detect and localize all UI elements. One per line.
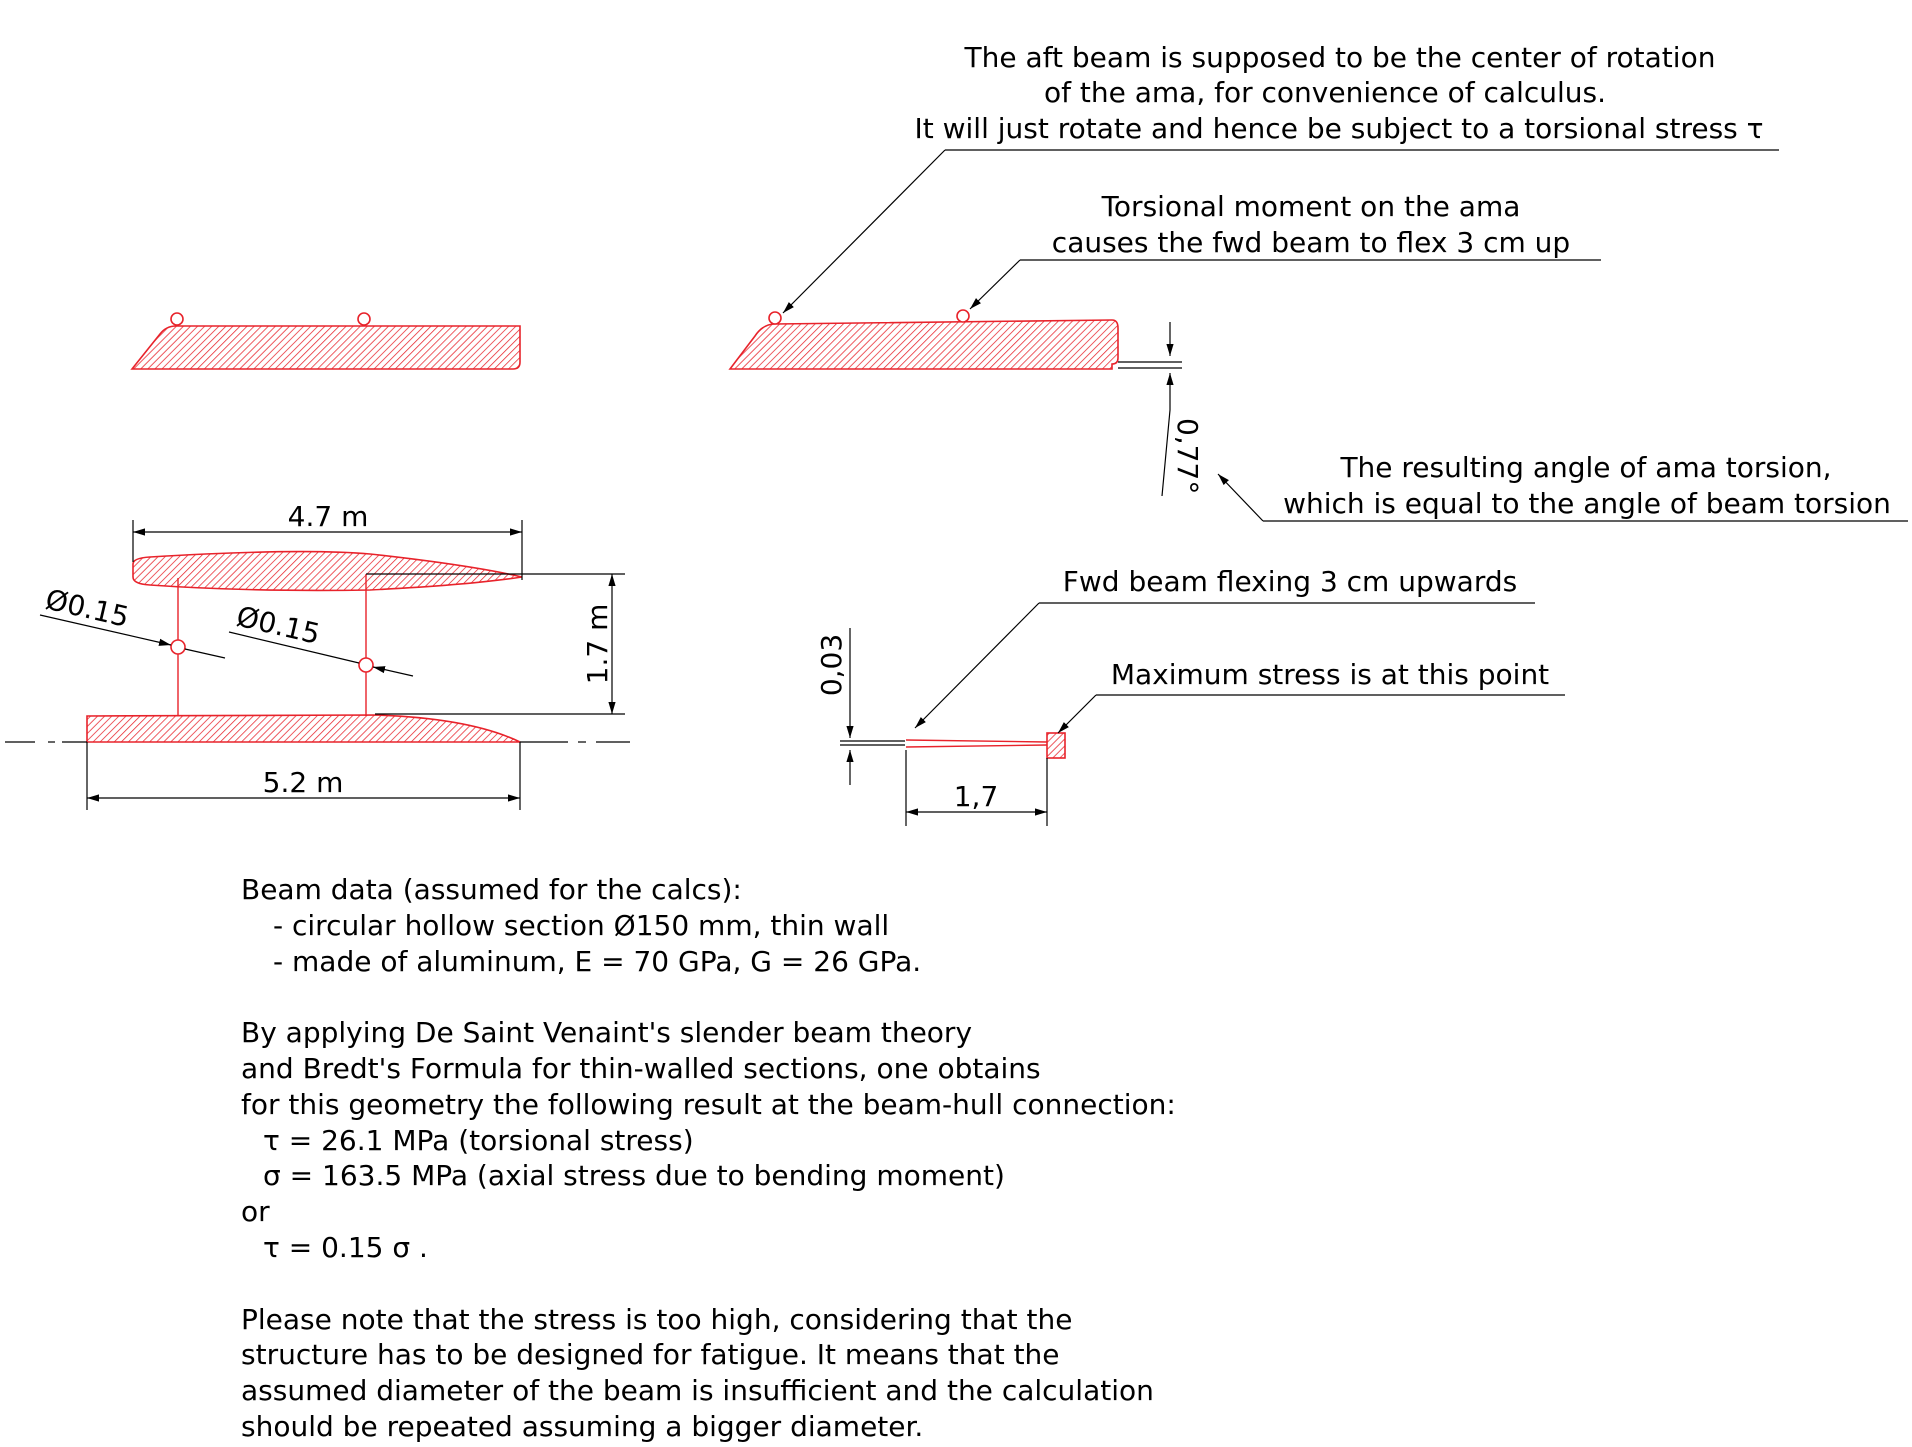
diameter-label-1: Ø0.15 bbox=[42, 582, 133, 634]
conclusion-line-2: structure has to be designed for fatigue. It means that the bbox=[241, 1338, 1060, 1372]
theory-or: or bbox=[241, 1195, 270, 1229]
theory-line-3: for this geometry the following result at the beam-hull connection: bbox=[241, 1087, 1176, 1121]
ama-length-label: 4.7 m bbox=[287, 500, 369, 533]
beam-data-heading: Beam data (assumed for the calcs): bbox=[241, 873, 742, 906]
spacer bbox=[241, 979, 1541, 1015]
angle-note-line2: which is equal to the angle of beam torsion bbox=[1283, 487, 1891, 520]
beam-data-material: - made of aluminum, E = 70 GPa, G = 26 GPa. bbox=[273, 944, 922, 978]
ama-side-view-left bbox=[132, 313, 520, 369]
ama-side-view-rotated bbox=[730, 310, 1182, 369]
theory-line-1: By applying De Saint Venaint's slender beam theory bbox=[241, 1016, 973, 1050]
ama-plan-view bbox=[133, 552, 522, 591]
aft-beam-note-line2: of the ama, for convenience of calculus. bbox=[1044, 76, 1606, 109]
max-stress-note: Maximum stress is at this point bbox=[1110, 658, 1550, 691]
conclusion-line-4: should be repeated assuming a bigger diameter. bbox=[241, 1409, 924, 1443]
hull-length-label: 5.2 m bbox=[262, 766, 344, 799]
spacer bbox=[241, 1266, 1541, 1302]
conclusion-line-1: Please note that the stress is too high, considering that the bbox=[241, 1302, 1073, 1336]
theory-tau: τ = 26.1 MPa (torsional stress) bbox=[263, 1123, 694, 1157]
hull-plan-view bbox=[5, 715, 630, 742]
torsion-angle-dimension bbox=[1162, 322, 1170, 496]
flex-height-label: 0,03 bbox=[815, 633, 848, 697]
diameter-label-2: Ø0.15 bbox=[233, 599, 324, 651]
beams-plan-view bbox=[171, 574, 373, 716]
torsion-angle-label: 0,77° bbox=[1171, 418, 1204, 495]
beam-flex-view bbox=[840, 628, 1065, 826]
flex-note: Fwd beam flexing 3 cm upwards bbox=[1062, 565, 1518, 598]
torsional-note-line2: causes the fwd beam to flex 3 cm up bbox=[1051, 226, 1571, 259]
diameter-callout-1 bbox=[40, 615, 225, 658]
theory-ratio: τ = 0.15 σ . bbox=[263, 1230, 428, 1264]
theory-sigma: σ = 163.5 MPa (axial stress due to bending moment) bbox=[263, 1159, 1005, 1193]
beam-data-section: - circular hollow section Ø150 mm, thin wall bbox=[273, 908, 890, 942]
beam-span-label: 1.7 m bbox=[581, 603, 614, 685]
calculation-notes bbox=[241, 872, 1541, 1445]
aft-beam-note-line3: It will just rotate and hence be subject to a torsional stress τ bbox=[914, 112, 1764, 145]
conclusion-line-3: assumed diameter of the beam is insufficient and the calculation bbox=[241, 1374, 1154, 1408]
aft-beam-note-line1: The aft beam is supposed to be the center of rotation bbox=[964, 41, 1716, 74]
flex-span-label: 1,7 bbox=[953, 780, 999, 813]
torsional-leader bbox=[970, 260, 1601, 309]
max-stress-leader bbox=[1058, 695, 1565, 733]
angle-note-line1: The resulting angle of ama torsion, bbox=[1340, 451, 1832, 484]
theory-line-2: and Bredt's Formula for thin-walled sections, one obtains bbox=[241, 1051, 1041, 1085]
torsional-note-line1: Torsional moment on the ama bbox=[1101, 190, 1521, 223]
diameter-callout-2 bbox=[229, 632, 413, 676]
